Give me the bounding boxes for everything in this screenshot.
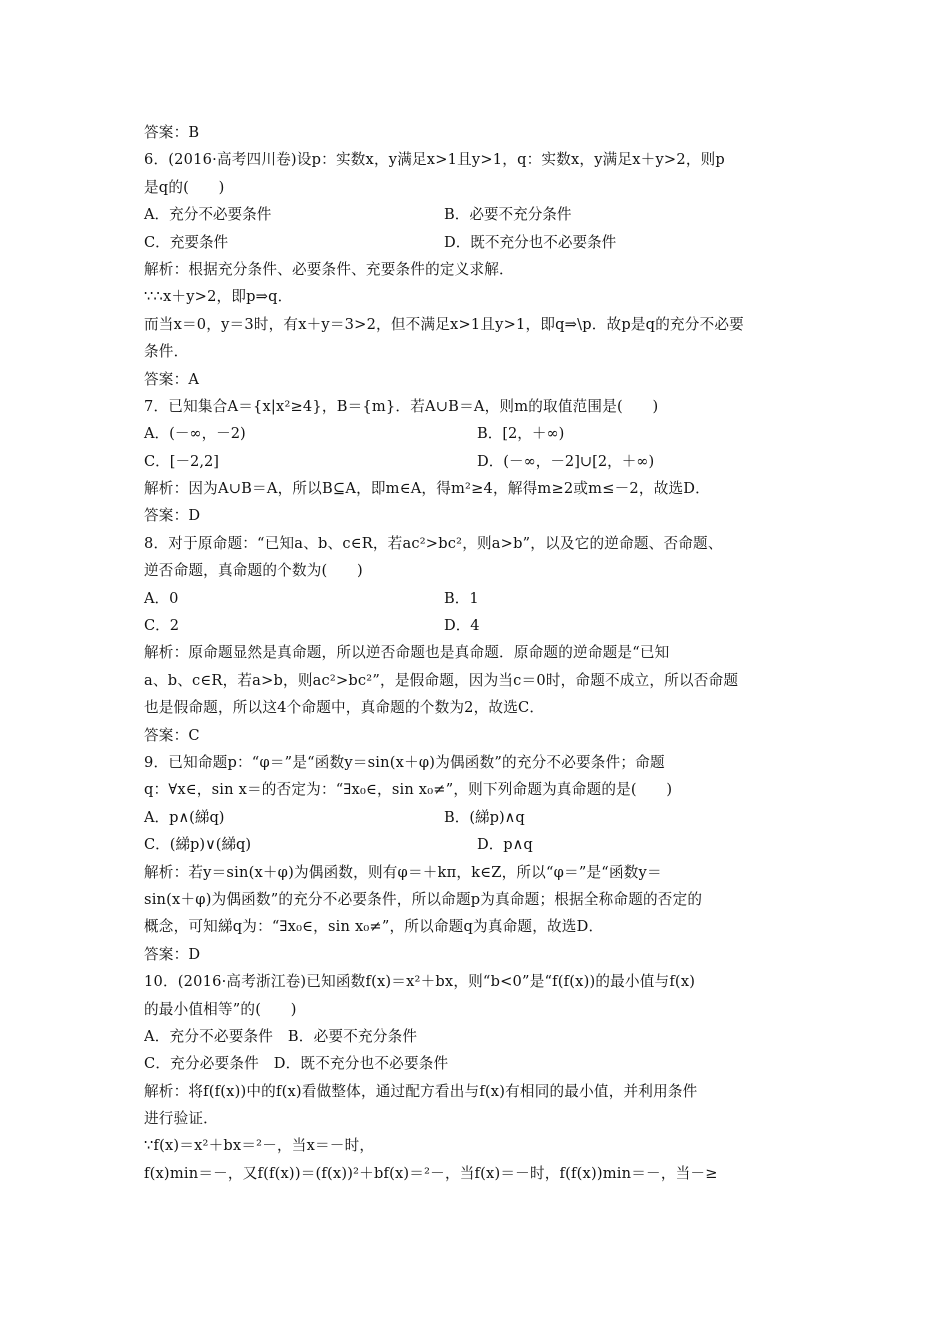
q9-options-ab [144,804,808,831]
q9-analysis-1: 解析：若y＝sin(x＋φ)为偶函数，则有φ＝＋kπ，k∈Z，所以“φ＝”是“函数y＝ [144,863,662,881]
q8-option-c: C．2 [144,617,180,635]
q8-analysis-2: a、b、c∈R，若a>b，则ac²>bc²”，是假命题，因为当c＝0时，命题不成立，所以否命题 [144,671,739,689]
q6-analysis-3: 而当x＝0，y＝3时，有x＋y＝3>2，但不满足x>1且y>1，即q⇒\p．故p是q的充分不必要 [144,315,744,333]
q10-analysis-4: f(x)min＝－，又f(f(x))＝(f(x))²＋bf(x)＝²－，当f(x)＝－时，f(f(x))min＝－，当－≥ [144,1164,718,1182]
q6-analysis-2: ∵∴x＋y>2，即p⇒q． [144,288,293,306]
q8-analysis-3: 也是假命题，所以这4个命题中，真命题的个数为2，故选C． [144,699,545,717]
q9-stem-1: 9．已知命题p：“φ＝”是“函数y＝sin(x＋φ)为偶函数”的充分不必要条件；命题 [144,753,665,771]
q6-option-c: C．充要条件 [144,233,229,251]
q7-analysis: 解析：因为A∪B＝A，所以B⊆A，即m∈A，得m²≥4，解得m≥2或m≤－2，故选D． [144,480,710,498]
q6-option-b: B．必要不充分条件 [444,206,572,224]
q6-option-a: A．充分不必要条件 [144,206,272,224]
q9-option-a: A．p∧(綈q) [144,808,225,826]
q7-options-ab [144,420,808,447]
q9-options-cd [144,831,808,858]
q6-options-ab [144,201,808,228]
q8-stem-2: 逆否命题，真命题的个数为( ) [144,562,363,580]
answer-6: 答案：A [144,370,200,388]
q6-stem-2: 是q的( ) [144,178,225,196]
q10-stem-1: 10．(2016·高考浙江卷)已知函数f(x)＝x²＋bx，则“b<0”是“f(f(x))的最小值与f(x) [144,973,696,991]
answer-5: 答案：B [144,124,200,141]
q8-analysis-1: 解析：原命题显然是真命题，所以逆否命题也是真命题．原命题的逆命题是“已知 [144,644,670,662]
q8-option-b: B．1 [444,589,479,607]
q10-analysis-2: 进行验证． [144,1110,218,1128]
q9-option-b: B．(綈p)∧q [444,808,525,826]
q7-stem: 7．已知集合A＝{x|x²≥4}，B＝{m}．若A∪B＝A，则m的取值范围是( ) [144,397,659,415]
q6-stem-1: 6．(2016·高考四川卷)设p：实数x，y满足x>1且y>1，q：实数x，y满足x＋y>2，则p [144,151,725,169]
answer-7: 答案：D [144,507,201,525]
q10-analysis-3: ∵f(x)＝x²＋bx＝²－，当x＝－时， [144,1137,375,1155]
q8-stem-1: 8．对于原命题：“已知a、b、c∈R，若ac²>bc²，则a>b”，以及它的逆命题、否命题、 [144,534,723,552]
q9-option-d: D．p∧q [477,836,533,854]
q10-stem-2: 的最小值相等”的( ) [144,1000,297,1018]
q9-analysis-3: 概念，可知綈q为：“∃x₀∈，sin x₀≠”，所以命题q为真命题，故选D． [144,918,604,936]
q7-option-b: B．[2，＋∞) [477,425,565,443]
q6-analysis-4: 条件． [144,343,189,361]
q7-option-c: C．[－2,2] [144,452,219,470]
q7-options-cd [144,448,808,475]
q7-option-d: D．(－∞，－2]∪[2，＋∞) [477,452,655,470]
q9-analysis-2: sin(x＋φ)为偶函数”的充分不必要条件，所以命题p为真命题；根据全称命题的否定的 [144,890,703,908]
q8-option-a: A．0 [144,589,179,607]
q7-option-a: A．(－∞，－2) [144,425,246,443]
answer-8: 答案：C [144,726,200,744]
q6-analysis-1: 解析：根据充分条件、必要条件、充要条件的定义求解． [144,260,514,278]
q9-option-c: C．(綈p)∨(綈q) [144,836,252,854]
q8-options-cd [144,612,808,639]
q6-option-d: D．既不充分也不必要条件 [444,233,617,251]
q10-analysis-1: 解析：将f(f(x))中的f(x)看做整体，通过配方看出与f(x)有相同的最小值，并利用条件 [144,1082,698,1100]
q10-options-ab: A．充分不必要条件 B．必要不充分条件 [144,1027,418,1045]
q10-options-cd: C．充分必要条件 D．既不充分也不必要条件 [144,1055,449,1073]
answer-9: 答案：D [144,945,201,963]
q8-option-d: D．4 [444,617,480,635]
q9-stem-2: q：∀x∈，sin x＝的否定为：“∃x₀∈，sin x₀≠”，则下列命题为真命题的是( ) [144,781,673,799]
q6-options-cd [144,229,808,256]
q8-options-ab [144,585,808,612]
